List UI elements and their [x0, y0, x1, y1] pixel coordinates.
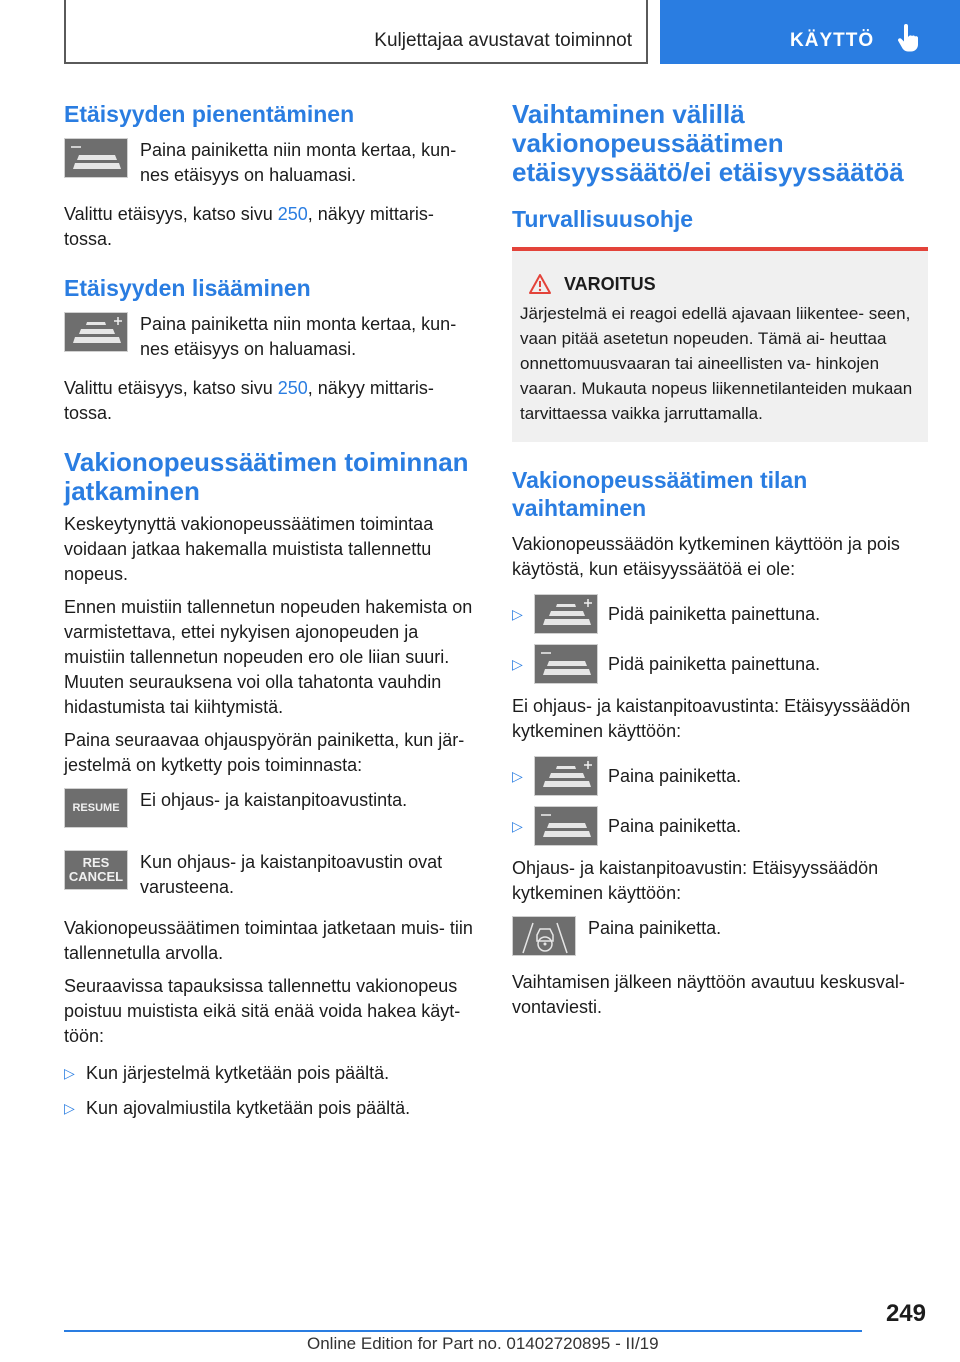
mode-p1: Vakionopeussäädön kytkeminen käyttöön ja pois käytöstä, kun etäisyyssäätöä ei ole:	[512, 534, 900, 579]
reduce-distance-note: Valittu etäisyys, katso sivu 250, näkyy mittaris- tossa.	[64, 204, 434, 249]
left-column	[64, 100, 478, 1131]
rescancel-button-text: Kun ohjaus- ja kaistanpitoavustin ovat varusteena.	[140, 852, 443, 897]
rescancel-label-res: RES	[82, 855, 110, 870]
distance-plus-icon	[65, 313, 129, 353]
resume-p2: Ennen muistiin tallennetun nopeuden hakemista on varmistettava, ettei nykyisen ajonopeuden ja muistiin tallennetun nopeuden ero ole liian suuri. Muuten seurauksena voi olla tahatonta vauhdin hidastumista tai kiihtymistä.	[64, 597, 473, 717]
resume-p4: Vakionopeussäätimen toimintaa jatketaan muis- tiin tallennetulla arvolla.	[64, 918, 473, 963]
triangle-bullet-icon: ▷	[512, 655, 523, 672]
distance-increase-button-image	[534, 594, 598, 634]
list-item: ▷ Pidä painiketta painettuna.	[512, 594, 928, 634]
distance-minus-icon	[535, 645, 599, 685]
resume-button-image	[64, 788, 128, 828]
page-link-250[interactable]: 250	[277, 204, 308, 224]
switch-mode-title: Vaihtaminen välillä vakionopeussäätimen etäisyyssäätö/ei etäisyyssäätöä	[512, 99, 904, 187]
distance-reduce-button-image	[64, 138, 128, 178]
mode-p4: Vaihtamisen jälkeen näyttöön avautuu keskusval- vontaviesti.	[512, 972, 905, 1017]
distance-reduce-button-image	[534, 644, 598, 684]
list-item: ▷ Kun ajovalmiustila kytketään pois päältä.	[64, 1098, 411, 1118]
assist-button-text: Paina painiketta.	[588, 918, 722, 938]
distance-increase-button-image	[64, 312, 128, 352]
header-chapter-tab[interactable]	[660, 0, 960, 64]
reduce-distance-row	[64, 138, 478, 188]
increase-distance-row	[64, 312, 478, 362]
triangle-bullet-icon: ▷	[64, 1065, 75, 1081]
warning-box	[512, 247, 928, 442]
triangle-bullet-icon: ▷	[64, 1100, 75, 1116]
steering-assist-button-image	[512, 916, 576, 956]
mode-heading: Vakionopeussäätimen tilan vaihtaminen	[512, 467, 808, 521]
distance-increase-button-image	[534, 756, 598, 796]
distance-minus-icon	[65, 139, 129, 179]
header-section-box	[64, 0, 648, 64]
resume-p1: Keskeytynyttä vakionopeussäätimen toimintaa voidaan jatkaa hakemalla muistista tallennettu nopeus.	[64, 514, 434, 584]
warning-triangle-icon	[528, 273, 552, 295]
rescancel-button-row	[64, 850, 478, 900]
distance-plus-icon	[535, 595, 599, 635]
page-number: 249	[885, 1300, 926, 1327]
footer-divider	[64, 1330, 862, 1332]
distance-minus-icon	[535, 807, 599, 847]
page-link-250[interactable]: 250	[277, 378, 308, 398]
resume-button-row	[64, 788, 478, 828]
resume-button-label: RESUME	[72, 802, 120, 814]
resume-heading: Vakionopeussäätimen toiminnan jatkaminen	[64, 447, 469, 506]
triangle-bullet-icon: ▷	[512, 767, 523, 784]
triangle-bullet-icon: ▷	[512, 605, 523, 622]
triangle-bullet-icon: ▷	[512, 817, 523, 834]
distance-reduce-button-image	[534, 806, 598, 846]
safety-heading: Turvallisuusohje	[512, 206, 694, 232]
distance-plus-icon	[535, 757, 599, 797]
right-column	[512, 100, 928, 1028]
increase-distance-note: Valittu etäisyys, katso sivu 250, näkyy mittaris- tossa.	[64, 378, 434, 423]
list-item: ▷ Paina painiketta.	[512, 756, 928, 796]
header-section-title: Kuljettajaa avustavat toiminnot	[374, 30, 632, 51]
resume-p3: Paina seuraavaa ohjauspyörän painiketta, kun jär- jestelmä on kytketty pois toiminnasta:	[64, 730, 465, 775]
increase-distance-heading: Etäisyyden lisääminen	[64, 275, 311, 301]
hand-pointer-icon	[896, 24, 922, 54]
resume-p5: Seuraavissa tapauksissa tallennettu vakionopeus poistuu muistista eikä sitä enää voida hakea käyt- töön:	[64, 976, 461, 1046]
steering-assist-icon	[513, 917, 577, 957]
mode-p3: Ohjaus- ja kaistanpitoavustin: Etäisyyssäädön kytkeminen käyttöön:	[512, 858, 879, 903]
list-item: ▷ Kun järjestelmä kytketään pois päältä.	[64, 1063, 390, 1083]
rescancel-button-image	[64, 850, 128, 890]
rescancel-label-cancel: CANCEL	[68, 869, 124, 884]
list-item: ▷ Pidä painiketta painettuna.	[512, 644, 928, 684]
mode-p2: Ei ohjaus- ja kaistanpitoavustinta: Etäisyyssäädön kytkeminen käyttöön:	[512, 696, 911, 741]
warning-title: VAROITUS	[564, 273, 656, 294]
reduce-distance-heading: Etäisyyden pienentäminen	[64, 101, 355, 127]
warning-text: Järjestelmä ei reagoi edellä ajavaan liikentee- seen, vaan pitää asetetun nopeuden. Tämä ai- heuttaa onnettomuusvaaran tai aineellisten va- hinkojen vaaran. Mukauta nopeus liikennetilanteiden mukaan tarvittaessa vaikka jarruttamalla.	[520, 304, 913, 423]
assist-button-row	[512, 916, 928, 956]
header-tab-label: KÄYTTÖ	[790, 30, 875, 51]
footer-edition: Online Edition for Part no. 01402720895 - II/19	[307, 1334, 659, 1353]
increase-distance-text: Paina painiketta niin monta kertaa, kun- nes etäisyys on haluamasi.	[140, 314, 457, 359]
reduce-distance-text: Paina painiketta niin monta kertaa, kun- nes etäisyys on haluamasi.	[140, 140, 457, 185]
list-item: ▷ Paina painiketta.	[512, 806, 928, 846]
resume-button-text: Ei ohjaus- ja kaistanpitoavustinta.	[140, 790, 408, 810]
